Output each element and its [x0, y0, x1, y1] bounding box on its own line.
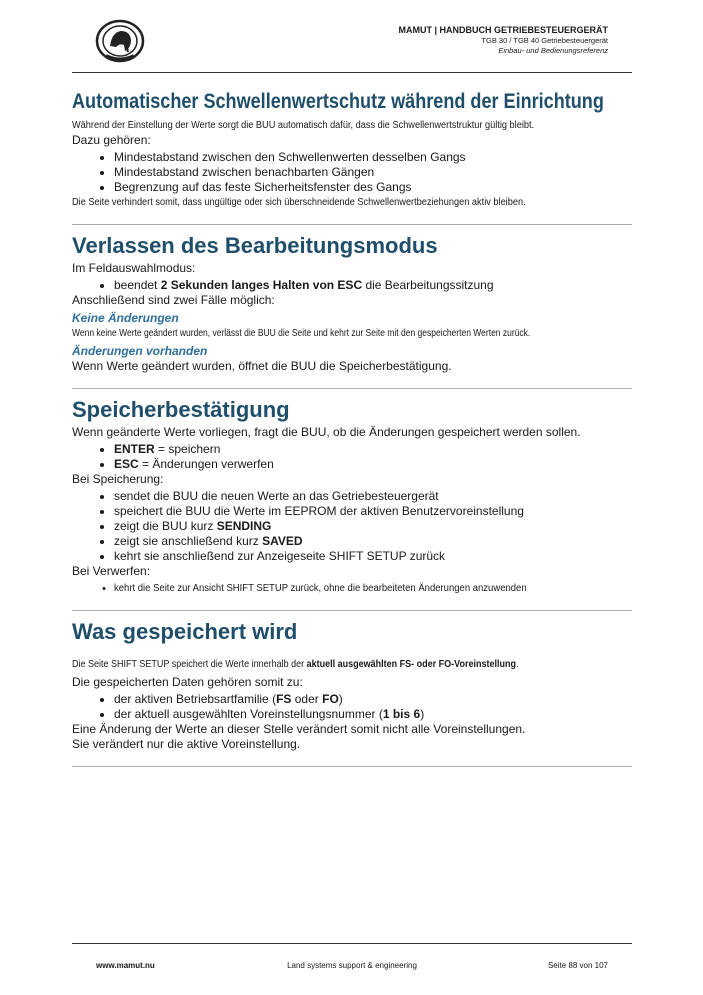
- bullet-list: [72, 581, 632, 596]
- section-title: Verlassen des Bearbeitungsmodus: [72, 233, 438, 258]
- text: Die Seite SHIFT SETUP speichert die Werte innerhalb der: [72, 659, 307, 670]
- paragraph: Dazu gehören:: [72, 133, 151, 147]
- page-footer: [72, 943, 632, 974]
- key-label: ESC: [114, 457, 139, 471]
- section-save-confirmation: [72, 395, 632, 596]
- text: = Änderungen verwerfen: [138, 457, 274, 471]
- paragraph: Wenn geänderte Werte vorliegen, fragt die BUU, ob die Änderungen gespeichert werden sollen.: [72, 425, 581, 439]
- section-exit-edit-mode: [72, 231, 632, 374]
- paragraph: [72, 657, 576, 672]
- section-title: Was gespeichert wird: [72, 619, 298, 644]
- text: = speichern: [154, 442, 221, 456]
- paragraph: Die gespeicherten Daten gehören somit zu:: [72, 675, 303, 689]
- text: zeigt sie anschließend kurz: [114, 534, 263, 548]
- subheading: Änderungen vorhanden: [72, 344, 208, 358]
- paragraph: Wenn keine Werte geändert wurden, verlässt die BUU die Seite und kehrt zur Seite mit den gespeicherten Werten zurück.: [72, 328, 531, 339]
- paragraph: Bei Speicherung:: [72, 472, 164, 486]
- text-bold: 1 bis 6: [382, 707, 421, 721]
- paragraph: Sie verändert nur die aktive Voreinstellung.: [72, 737, 301, 751]
- page-number: Seite 88 von 107: [547, 961, 608, 970]
- bullet-list: [72, 278, 632, 293]
- bullet-list: [72, 692, 632, 722]
- list-item: [114, 519, 632, 534]
- section-threshold-protection: [72, 86, 632, 210]
- list-item: • Mindestabstand zwischen benachbarten Gängen: [114, 165, 632, 180]
- text-bold: SENDING: [216, 519, 272, 533]
- paragraph: Während der Einstellung der Werte sorgt die BUU automatisch dafür, dass die Schwellenwertstruktur gültig bleibt.: [72, 120, 535, 131]
- mamut-logo: [94, 18, 146, 64]
- list-item: • kehrt sie anschließend zur Anzeigeseite SHIFT SETUP zurück: [114, 549, 632, 564]
- header-subtitle: TGB 30 / TGB 40 Getriebesteuergerät: [481, 36, 608, 45]
- text-bold: 2 Sekunden langes Halten von ESC: [160, 278, 363, 292]
- bullet-list: [72, 150, 632, 195]
- paragraph: Eine Änderung der Werte an dieser Stelle verändert somit nicht alle Voreinstellungen.: [72, 722, 526, 736]
- list-item: • speichert die BUU die Werte im EEPROM der aktiven Benutzervoreinstellung: [114, 504, 632, 519]
- list-item: [114, 692, 632, 707]
- footer-url[interactable]: www.mamut.nu: [96, 961, 155, 970]
- text: ): [338, 692, 343, 706]
- text-bold: aktuell ausgewählten FS- oder FO-Voreinstellung: [306, 659, 516, 670]
- list-item: [114, 278, 632, 293]
- section-what-is-saved: [72, 617, 632, 752]
- list-item: [114, 457, 632, 472]
- page-content: [72, 80, 632, 773]
- text: .: [515, 659, 519, 670]
- bullet-list: [72, 442, 632, 472]
- text: der aktuell ausgewählten Voreinstellungsnummer (: [114, 707, 383, 721]
- key-label: ENTER: [114, 442, 155, 456]
- list-item: [114, 442, 632, 457]
- text: die Bearbeitungssitzung: [362, 278, 494, 292]
- list-item: [114, 707, 632, 722]
- header-reference: Einbau- und Bedienungsreferenz: [498, 46, 608, 55]
- text: beendet: [114, 278, 161, 292]
- list-item: • kehrt die Seite zur Ansicht SHIFT SETUP zurück, ohne die bearbeiteten Änderungen anzuwenden: [114, 581, 606, 596]
- paragraph: Im Feldauswahlmodus:: [72, 261, 196, 275]
- page-header: [72, 14, 632, 73]
- text: oder: [291, 692, 323, 706]
- section-divider: [72, 610, 632, 611]
- list-item: • Begrenzung auf das feste Sicherheitsfenster des Gangs: [114, 180, 632, 195]
- section-divider: [72, 224, 632, 225]
- list-item: • Mindestabstand zwischen den Schwellenwerten desselben Gangs: [114, 150, 632, 165]
- footer-tagline: Land systems support & engineering: [287, 961, 417, 970]
- paragraph: Bei Verwerfen:: [72, 564, 151, 578]
- section-title: Automatischer Schwellenwertschutz während der Einrichtung: [72, 90, 604, 113]
- list-item: • sendet die BUU die neuen Werte an das Getriebesteuergerät: [114, 489, 632, 504]
- text-bold: SAVED: [262, 534, 303, 548]
- list-item: [114, 534, 632, 549]
- paragraph: Wenn Werte geändert wurden, öffnet die BUU die Speicherbestätigung.: [72, 359, 452, 373]
- section-divider: [72, 766, 632, 767]
- subheading: Keine Änderungen: [72, 311, 179, 325]
- bullet-list: [72, 489, 632, 564]
- text: ): [420, 707, 425, 721]
- paragraph: Die Seite verhindert somit, dass ungültige oder sich überschneidende Schwellenwertbeziehungen aktiv bleiben.: [72, 197, 526, 208]
- header-title: MAMUT | HANDBUCH GETRIEBESTEUERGERÄT: [398, 25, 608, 35]
- section-title: Speicherbestätigung: [72, 397, 290, 422]
- text: der aktiven Betriebsartfamilie (: [114, 692, 277, 706]
- paragraph: Anschließend sind zwei Fälle möglich:: [72, 293, 275, 307]
- text: zeigt die BUU kurz: [114, 519, 217, 533]
- section-divider: [72, 388, 632, 389]
- text-bold: FO: [322, 692, 339, 706]
- text-bold: FS: [276, 692, 292, 706]
